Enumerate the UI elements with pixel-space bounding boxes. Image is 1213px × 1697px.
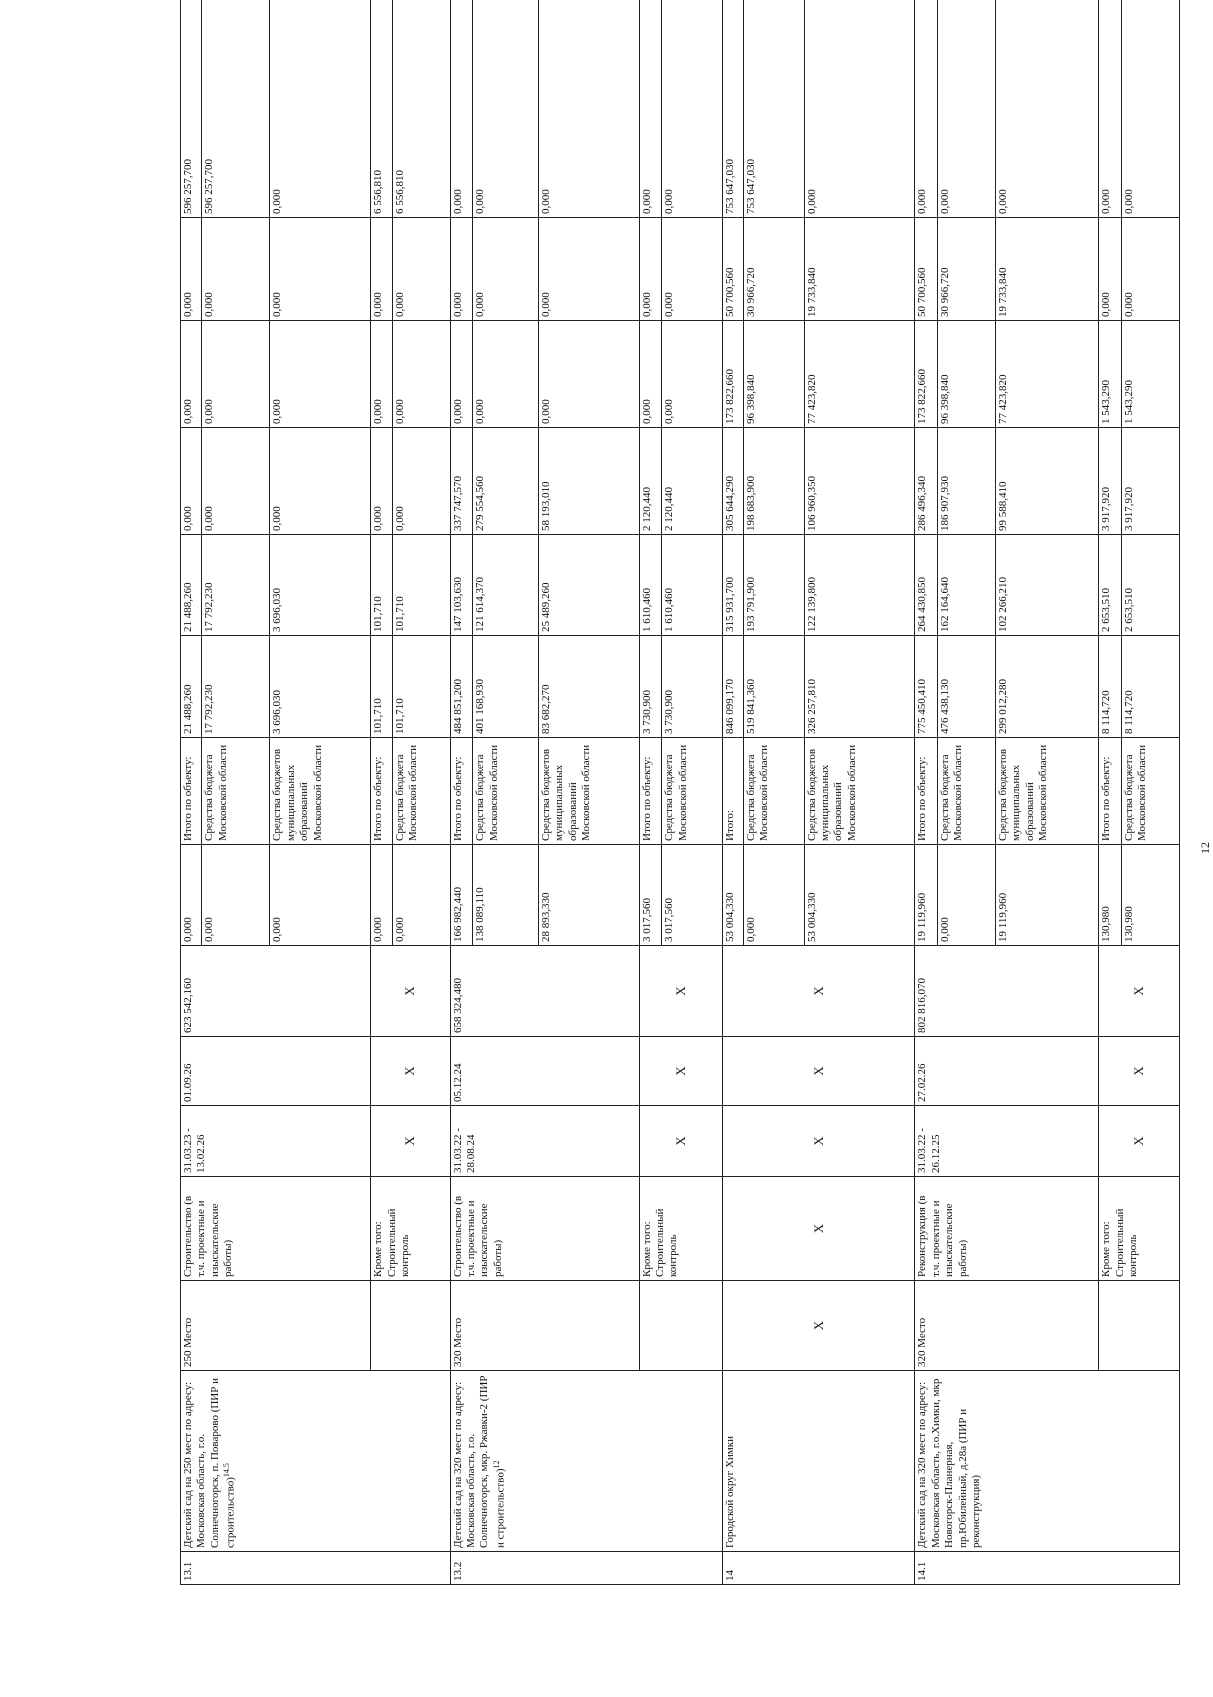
remaining: 0,000 [538,0,639,218]
capacity [1099,1281,1180,1371]
year-1: 2 653,510 [1099,535,1122,636]
object-name: Детский сад на 320 мест по адресу: Московская область, г.о.Химки, мкр Новогорск-Планерная, пр.Юбилейный, д.28а (ПИР и реконструкция) [915,1371,1180,1552]
financed: 130,980 [1099,845,1122,946]
year-1: 315 931,700 [722,535,743,636]
total: 3 696,030 [270,636,371,738]
year-2: 0,000 [202,428,270,535]
period: X [639,1106,722,1177]
financed: 0,000 [744,845,804,946]
remaining: 0,000 [1099,0,1122,218]
year-1: 162 164,640 [938,535,996,636]
funding-source: Средства бюджета Московской области [392,738,450,845]
year-3: 0,000 [270,321,371,428]
total: 846 099,170 [722,636,743,738]
remaining: 753 647,030 [744,0,804,218]
year-2: 337 747,570 [450,428,473,535]
total: 299 012,280 [995,636,1098,738]
year-4: 0,000 [1099,218,1122,321]
object-name: Городской округ Химки [722,1371,915,1552]
funding-source: Итого по объекту: [371,738,392,845]
investment-table [180,0,1180,1585]
year-2: 198 683,900 [744,428,804,535]
cost: X [639,946,722,1037]
year-1: 1 610,460 [639,535,662,636]
commission-date: X [722,1037,915,1106]
cost: X [722,946,915,1037]
year-2: 106 960,350 [804,428,915,535]
year-3: 77 423,820 [995,321,1098,428]
year-3: 0,000 [473,321,539,428]
work-type: Кроме того: Строительный контроль [1099,1177,1180,1281]
year-3: 0,000 [450,321,473,428]
period: X [1099,1106,1180,1177]
total: 101,710 [371,636,392,738]
object-name: Детский сад на 320 мест по адресу: Московская область, г.о. Солнечногорск, мкр. Ржавки-2 (ПИР и строительство)$^{12}$ [450,1371,722,1552]
year-3: 0,000 [639,321,662,428]
year-3: 0,000 [392,321,450,428]
year-1: 1 610,460 [662,535,722,636]
year-1: 101,710 [392,535,450,636]
table-row [1099,0,1122,1585]
year-4: 0,000 [473,218,539,321]
capacity: 320 Место [915,1281,1099,1371]
financed: 19 119,960 [995,845,1098,946]
remaining: 753 647,030 [722,0,743,218]
year-3: 1 543,290 [1121,321,1179,428]
financed: 0,000 [181,845,202,946]
year-4: 0,000 [1121,218,1179,321]
funding-source: Средства бюджетов муниципальных образований Московской области [270,738,371,845]
period: 31.03.23 - 13.02.26 [181,1106,371,1177]
financed: 0,000 [202,845,270,946]
total: 21 488,260 [181,636,202,738]
year-2: 3 917,920 [1099,428,1122,535]
remaining: 596 257,700 [202,0,270,218]
year-4: 19 733,840 [995,218,1098,321]
financed: 0,000 [938,845,996,946]
year-3: 0,000 [662,321,722,428]
total: 3 730,900 [639,636,662,738]
financed: 130,980 [1121,845,1179,946]
year-2: 2 120,440 [639,428,662,535]
object-name: Детский сад на 250 мест по адресу: Московская область, г.о. Солнечногорск, п. Поварово (ПИР и строительство)$^{14.5}$ [181,1371,451,1552]
total: 8 114,720 [1121,636,1179,738]
year-4: 0,000 [450,218,473,321]
year-2: 305 644,290 [722,428,743,535]
total: 519 841,360 [744,636,804,738]
financed: 28 893,330 [538,845,639,946]
commission-date: X [639,1037,722,1106]
year-2: 0,000 [181,428,202,535]
total: 326 257,810 [804,636,915,738]
year-4: 0,000 [662,218,722,321]
year-3: 0,000 [371,321,392,428]
year-1: 3 696,030 [270,535,371,636]
work-type: Кроме того: Строительный контроль [639,1177,722,1281]
table-row [371,0,392,1585]
row-number: 14 [722,1552,915,1585]
funding-source: Средства бюджета Московской области [938,738,996,845]
commission-date: 27.02.26 [915,1037,1099,1106]
funding-source: Средства бюджетов муниципальных образований Московской области [804,738,915,845]
year-3: 0,000 [202,321,270,428]
year-4: 0,000 [202,218,270,321]
remaining: 0,000 [804,0,915,218]
commission-date: X [1099,1037,1180,1106]
commission-date: 01.09.26 [181,1037,371,1106]
year-1: 147 103,630 [450,535,473,636]
remaining: 0,000 [995,0,1098,218]
year-4: 50 700,560 [722,218,743,321]
year-1: 25 489,260 [538,535,639,636]
year-1: 101,710 [371,535,392,636]
remaining: 0,000 [450,0,473,218]
period: X [371,1106,450,1177]
period: 31.03.22 - 28.08.24 [450,1106,639,1177]
financed: 0,000 [392,845,450,946]
cost: X [1099,946,1180,1037]
financed: 3 017,560 [662,845,722,946]
year-2: 99 588,410 [995,428,1098,535]
year-1: 193 791,900 [744,535,804,636]
year-2: 3 917,920 [1121,428,1179,535]
cost: 802 816,070 [915,946,1099,1037]
row-number: 13.1 [181,1552,451,1585]
year-2: 2 120,440 [662,428,722,535]
total: 775 450,410 [915,636,938,738]
financed: 3 017,560 [639,845,662,946]
cost: 658 324,480 [450,946,639,1037]
funding-source: Итого по объекту: [181,738,202,845]
capacity [639,1281,722,1371]
total: 8 114,720 [1099,636,1122,738]
remaining: 596 257,700 [181,0,202,218]
year-1: 17 792,230 [202,535,270,636]
year-1: 264 430,850 [915,535,938,636]
year-4: 50 700,560 [915,218,938,321]
year-3: 173 822,660 [722,321,743,428]
capacity: X [722,1281,915,1371]
year-3: 0,000 [181,321,202,428]
year-4: 0,000 [538,218,639,321]
financed: 53 004,330 [804,845,915,946]
funding-source: Средства бюджетов муниципальных образований Московской области [995,738,1098,845]
funding-source: Итого по объекту: [915,738,938,845]
year-2: 0,000 [371,428,392,535]
remaining: 0,000 [1121,0,1179,218]
financed: 19 119,960 [915,845,938,946]
work-type: Строительство (в т.ч. проектные и изыскательские работы) [181,1177,371,1281]
total: 476 438,130 [938,636,996,738]
funding-source: Средства бюджета Московской области [473,738,539,845]
year-4: 0,000 [639,218,662,321]
funding-source: Итого: [722,738,743,845]
remaining: 0,000 [915,0,938,218]
year-4: 30 966,720 [938,218,996,321]
year-2: 58 193,010 [538,428,639,535]
year-3: 0,000 [538,321,639,428]
table-row [722,0,743,1585]
total: 3 730,900 [662,636,722,738]
table-row [450,0,473,1585]
commission-date: X [371,1037,450,1106]
remaining: 0,000 [270,0,371,218]
year-2: 0,000 [392,428,450,535]
year-1: 2 653,510 [1121,535,1179,636]
remaining: 0,000 [938,0,996,218]
total: 484 851,200 [450,636,473,738]
year-1: 121 614,370 [473,535,539,636]
remaining: 0,000 [473,0,539,218]
financed: 0,000 [270,845,371,946]
year-4: 0,000 [371,218,392,321]
year-3: 96 398,840 [938,321,996,428]
row-number: 13.2 [450,1552,722,1585]
funding-source: Итого по объекту: [450,738,473,845]
capacity: 320 Место [450,1281,639,1371]
year-2: 286 496,340 [915,428,938,535]
row-number: 14.1 [915,1552,1180,1585]
financed: 0,000 [371,845,392,946]
year-4: 0,000 [270,218,371,321]
total: 101,710 [392,636,450,738]
work-type: Реконструкция (в т.ч. проектные и изыскательские работы) [915,1177,1099,1281]
work-type: Строительство (в т.ч. проектные и изыскательские работы) [450,1177,639,1281]
total: 17 792,230 [202,636,270,738]
page-number: 12 [1198,842,1212,854]
year-3: 96 398,840 [744,321,804,428]
period: 31.03.22 - 26.12.25 [915,1106,1099,1177]
funding-source: Средства бюджета Московской области [202,738,270,845]
year-4: 19 733,840 [804,218,915,321]
total: 83 682,270 [538,636,639,738]
work-type: Кроме того: Строительный контроль [371,1177,450,1281]
remaining: 0,000 [639,0,662,218]
period: X [722,1106,915,1177]
year-4: 0,000 [181,218,202,321]
funding-source: Средства бюджета Московской области [662,738,722,845]
cost: 623 542,160 [181,946,371,1037]
remaining: 6 556,810 [371,0,392,218]
year-2: 279 554,560 [473,428,539,535]
total: 401 168,930 [473,636,539,738]
work-type: X [722,1177,915,1281]
financed: 166 982,440 [450,845,473,946]
year-2: 186 907,930 [938,428,996,535]
remaining: 0,000 [662,0,722,218]
year-4: 0,000 [392,218,450,321]
capacity: 250 Место [181,1281,371,1371]
funding-source: Средства бюджета Московской области [1121,738,1179,845]
rotated-sheet [180,0,1180,1585]
table-row [181,0,202,1585]
table-row [639,0,662,1585]
year-1: 21 488,260 [181,535,202,636]
funding-source: Итого по объекту: [639,738,662,845]
year-2: 0,000 [270,428,371,535]
year-1: 122 139,800 [804,535,915,636]
funding-source: Средства бюджетов муниципальных образований Московской области [538,738,639,845]
financed: 138 089,110 [473,845,539,946]
remaining: 6 556,810 [392,0,450,218]
cost: X [371,946,450,1037]
year-4: 30 966,720 [744,218,804,321]
funding-source: Средства бюджета Московской области [744,738,804,845]
funding-source: Итого по объекту: [1099,738,1122,845]
year-3: 77 423,820 [804,321,915,428]
financed: 53 004,330 [722,845,743,946]
year-1: 102 266,210 [995,535,1098,636]
commission-date: 05.12.24 [450,1037,639,1106]
year-3: 1 543,290 [1099,321,1122,428]
capacity [371,1281,450,1371]
year-3: 173 822,660 [915,321,938,428]
table-row [915,0,938,1585]
